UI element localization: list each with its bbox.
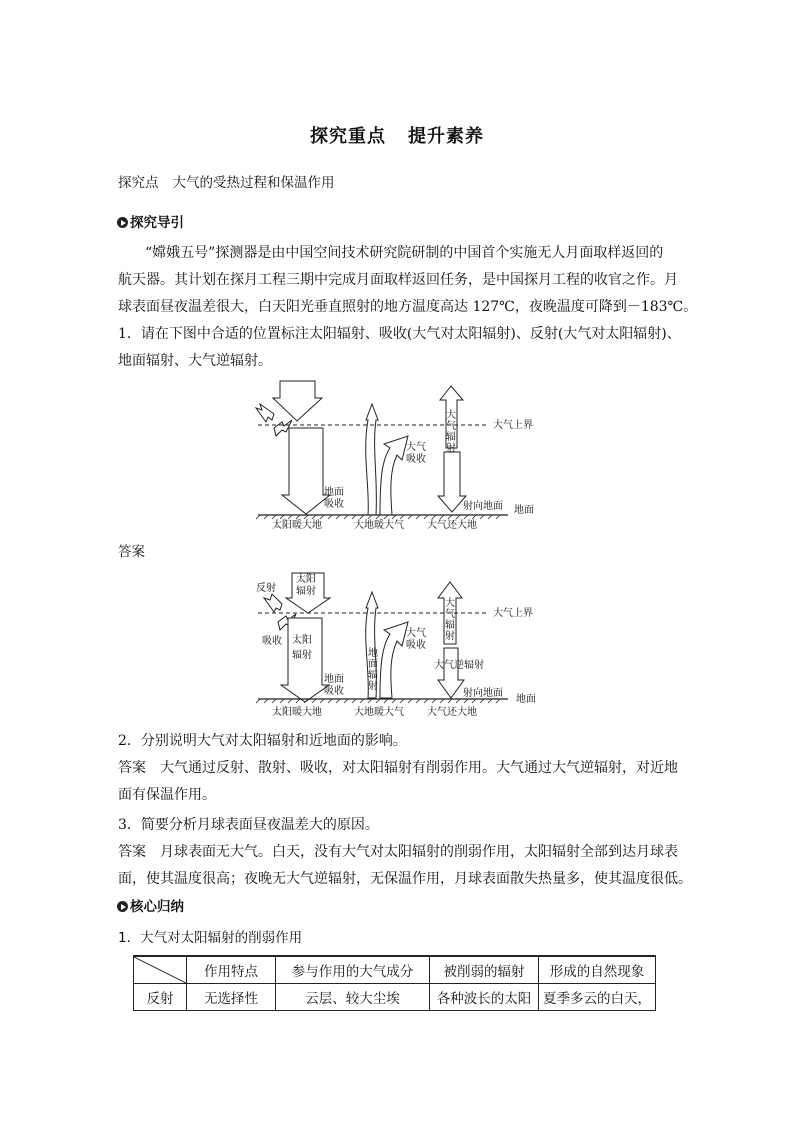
label-reflect: 反射	[256, 583, 276, 594]
label-atm-rad-2: 气	[445, 609, 455, 620]
reflect-arrow	[256, 404, 274, 422]
solar-arrow-top	[273, 381, 322, 421]
core-heading	[117, 895, 184, 915]
label-solar-top-2: 辐射	[296, 586, 316, 597]
label-atm-absorb-2: 吸收	[406, 640, 426, 651]
table-header: 被削弱的辐射	[430, 956, 539, 984]
table-cell: 反射	[134, 984, 187, 1011]
table-row	[134, 984, 656, 1011]
caption-2: 大地暖大气	[354, 520, 404, 531]
caption-3: 大气还大地	[427, 707, 477, 718]
table-cell: 云层、较大尘埃	[276, 984, 430, 1011]
core-heading-text: 核心归纳	[130, 899, 184, 915]
q2-answer-text-1: 大气通过反射、散射、吸收，对太阳辐射有削弱作用。大气通过大气逆辐射，对近地	[160, 760, 678, 776]
label-atm-rad-2: 气	[446, 421, 456, 432]
intro-line-2: 航天器。其计划在探月工程三期中完成月面取样返回任务，是中国探月工程的收官之作。月	[118, 272, 678, 288]
label-atm-absorb-1: 大气	[406, 442, 426, 453]
label-top-atmosphere: 大气上界	[493, 420, 533, 431]
label-top-atmosphere: 大气上界	[493, 608, 533, 619]
topic-line	[118, 173, 335, 193]
title-part-b: 提升素养	[408, 126, 484, 147]
label-solar-mid-4: 射	[302, 650, 312, 661]
ground-radiation-arrow	[366, 404, 378, 515]
attenuation-table	[133, 955, 656, 1011]
caption-3: 大气还大地	[427, 520, 477, 531]
label-absorb: 吸收	[262, 636, 282, 647]
caption-2: 大地暖大气	[354, 707, 404, 718]
q3-answer-line-2: 面，使其温度很高；夜晚无大气逆辐射，无保温作用，月球表面散失热量多，使其温度很低。	[118, 871, 692, 887]
label-ground-rad-1: 地	[368, 648, 378, 659]
diagram-answer	[250, 570, 550, 722]
q2-answer-line-1	[118, 758, 678, 778]
caption-1: 太阳暖大地	[272, 707, 322, 718]
q3-answer-label: 答案	[118, 844, 146, 860]
diagonal-line	[134, 957, 186, 983]
table-cell: 各种波长的太阳	[430, 984, 539, 1011]
table-cell: 夏季多云的白天，	[539, 984, 656, 1011]
label-ground-absorb-2: 吸收	[324, 499, 344, 510]
label-ground-absorb-1: 地面	[324, 674, 344, 685]
title-part-a: 探究重点	[310, 126, 386, 147]
table-header: 参与作用的大气成分	[276, 956, 430, 984]
q3-question: 3．简要分析月球表面昼夜温差大的原因。	[118, 817, 379, 833]
guide-heading	[117, 211, 184, 231]
label-ground: 地面	[514, 505, 534, 516]
label-to-ground: 射向地面	[463, 688, 503, 699]
label-to-ground: 射向地面	[463, 501, 503, 512]
label-ground-rad-4: 射	[368, 681, 378, 692]
solar-arrow-ground	[282, 428, 330, 514]
label-solar-mid-2: 阳	[302, 635, 312, 646]
table-corner-cell	[134, 956, 187, 984]
intro-line-3: 球表面昼夜温差很大，白天阳光垂直照射的地方温度高达 127℃，夜晚温度可降到－183℃。	[118, 299, 698, 315]
label-ground: 地面	[516, 694, 536, 705]
table-header: 作用特点	[187, 956, 276, 984]
section-1-title: 1．大气对太阳辐射的削弱作用	[118, 930, 303, 946]
diagram-blank	[250, 378, 550, 533]
label-atm-rad-4: 射	[446, 443, 456, 454]
play-bullet-icon	[117, 901, 128, 912]
label-atm-rad-4: 射	[445, 631, 455, 642]
answer-label: 答案	[118, 544, 145, 560]
table-header-row	[134, 956, 656, 984]
label-counter-radiation: 大气逆辐射	[434, 660, 484, 671]
q2-answer-line-2: 面有保温作用。	[118, 787, 216, 803]
counter-radiation-arrow	[438, 648, 464, 698]
table-header: 形成的自然现象	[539, 956, 656, 984]
label-atm-rad-3: 辐	[446, 432, 456, 443]
label-atm-rad-1: 大	[446, 410, 456, 421]
atm-absorb-arrow	[380, 622, 408, 698]
guide-heading-text: 探究导引	[130, 215, 184, 231]
topic-text: 大气的受热过程和保温作用	[172, 175, 335, 191]
label-ground-rad-3: 辐	[368, 670, 378, 681]
reflect-arrow	[264, 594, 282, 612]
q2-answer-label: 答案	[118, 760, 146, 776]
label-solar-mid-1: 太	[292, 635, 302, 646]
label-ground-absorb-2: 吸收	[324, 686, 344, 697]
intro-line-1: “嫦娥五号”探测器是由中国空间技术研究院研制的中国首个实施无人月面取样返回的	[145, 245, 664, 261]
label-ground-rad-2: 面	[368, 659, 378, 670]
q3-answer-text-1: 月球表面无大气。白天，没有大气对太阳辐射的削弱作用，太阳辐射全部到达月球表	[160, 844, 678, 860]
q1-line-1: 1．请在下图中合适的位置标注太阳辐射、吸收(大气对太阳辐射)、反射(大气对太阳辐射)、	[118, 326, 681, 342]
play-bullet-icon	[117, 217, 128, 228]
label-solar-top-1: 太阳	[296, 574, 316, 585]
table-cell: 无选择性	[187, 984, 276, 1011]
label-atm-rad-3: 辐	[445, 620, 455, 631]
label-solar-mid-3: 辐	[292, 650, 302, 661]
label-atm-rad-1: 大	[445, 598, 455, 609]
label-ground-absorb-1: 地面	[324, 487, 344, 498]
q3-answer-line-1	[118, 842, 678, 862]
label-atm-absorb-1: 大气	[406, 628, 426, 639]
label-atm-absorb-2: 吸收	[406, 454, 426, 465]
caption-1: 太阳暖大地	[272, 520, 322, 531]
topic-label: 探究点	[118, 175, 159, 191]
q1-line-2: 地面辐射、大气逆辐射。	[118, 353, 272, 369]
atm-absorb-arrow	[380, 436, 408, 515]
counter-radiation-arrow	[438, 452, 466, 512]
q2-question: 2．分别说明大气对太阳辐射和近地面的影响。	[118, 733, 407, 749]
page-title	[0, 122, 794, 148]
